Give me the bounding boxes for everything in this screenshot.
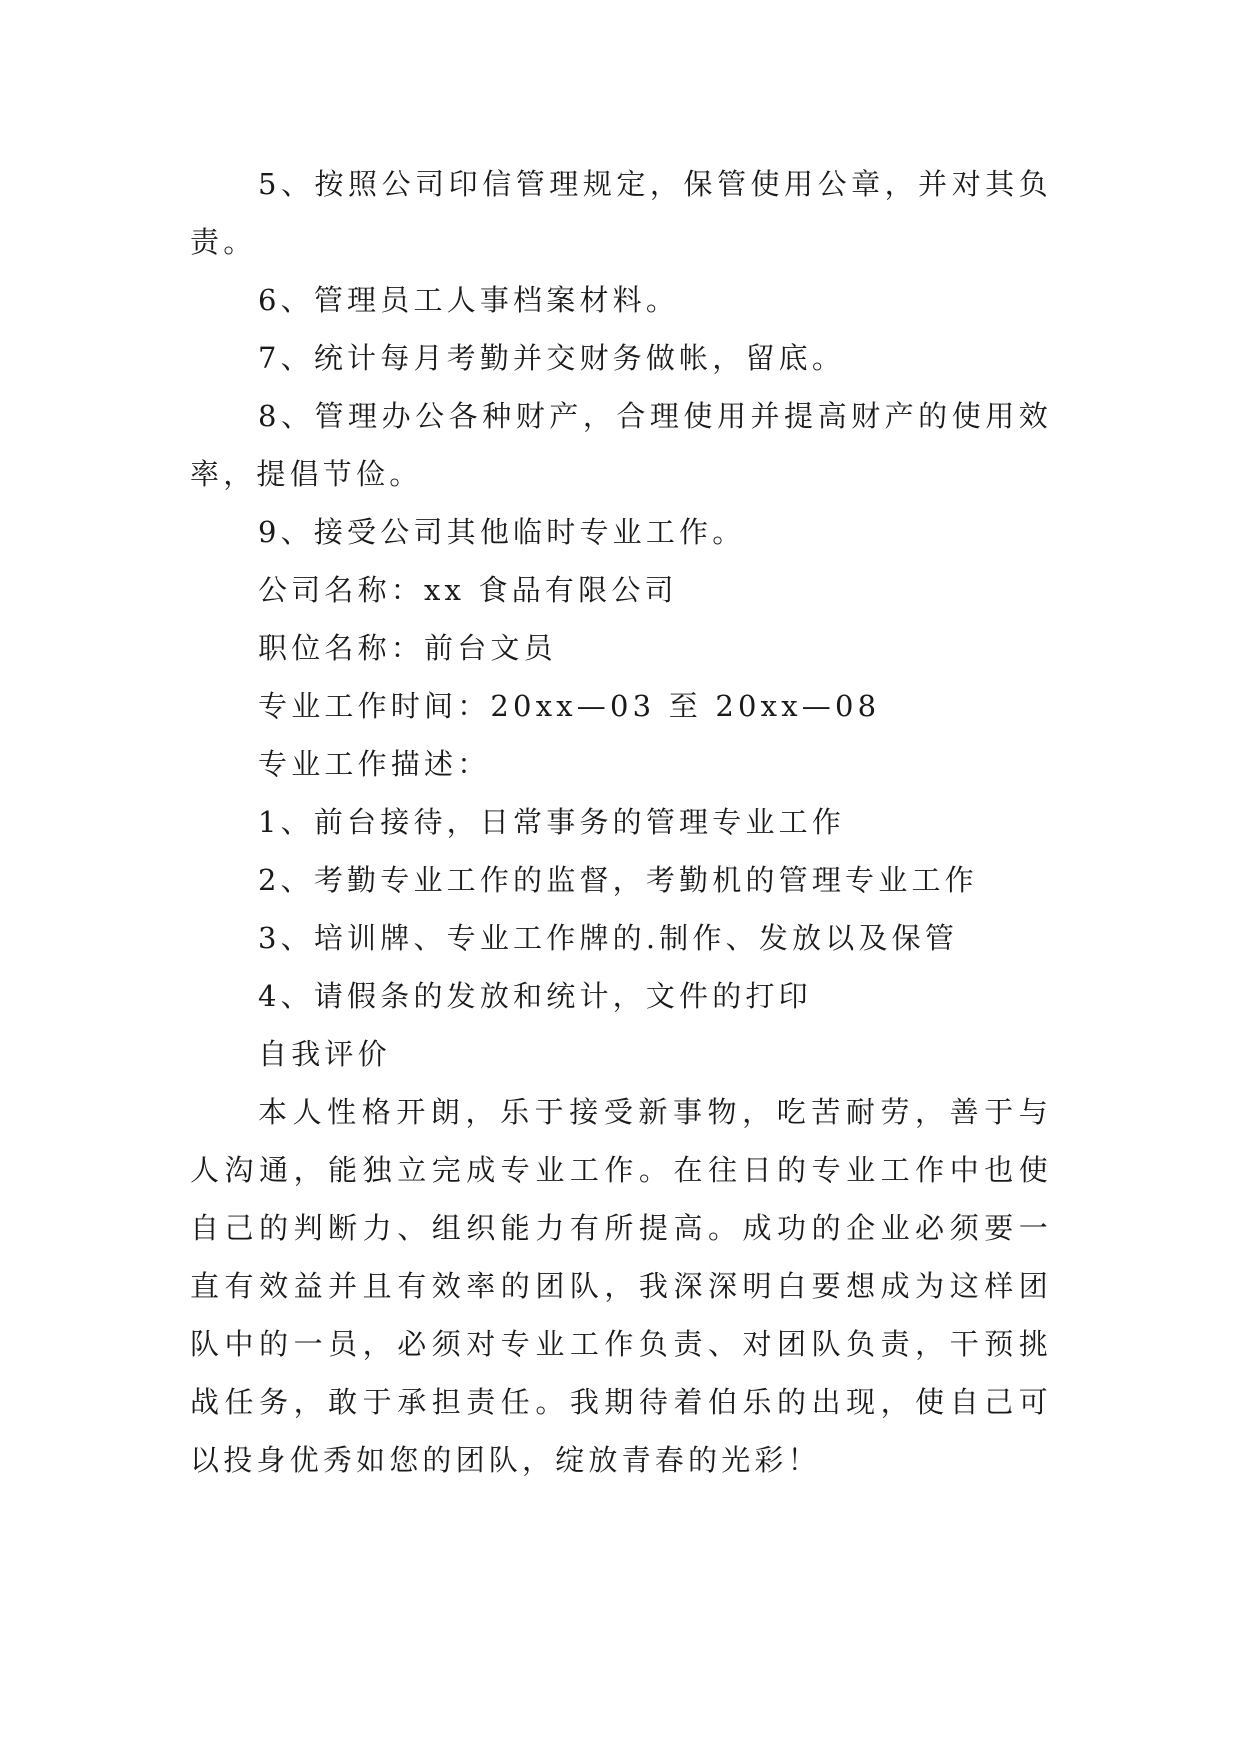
work-period-line: 专业工作时间：20xx—03 至 20xx—08 xyxy=(258,689,881,723)
duty-item-7: 7、统计每月考勤并交财务做帐，留底。 xyxy=(258,341,846,375)
description-item-2: 2、考勤专业工作的监督，考勤机的管理专业工作 xyxy=(258,863,978,897)
self-evaluation-heading: 自我评价 xyxy=(258,1037,391,1071)
work-description-heading: 专业工作描述： xyxy=(258,747,491,781)
document-page xyxy=(190,155,1052,1489)
duty-item-5: 5、按照公司印信管理规定，保管使用公章，并对其负责。 xyxy=(190,167,1052,259)
duty-item-8: 8、管理办公各种财产，合理使用并提高财产的使用效率，提倡节俭。 xyxy=(190,399,1052,491)
self-evaluation-body: 本人性格开朗，乐于接受新事物，吃苦耐劳，善于与人沟通，能独立完成专业工作。在往日的专业工作中也使自己的判断力、组织能力有所提高。成功的企业必须要一直有效益并且有效率的团队，我深深明白要想成为这样团队中的一员，必须对专业工作负责、对团队负责，干预挑战任务，敢于承担责任。我期待着伯乐的出现，使自己可以投身优秀如您的团队，绽放青春的光彩！ xyxy=(190,1095,1052,1477)
company-name-line: 公司名称：xx 食品有限公司 xyxy=(258,573,678,607)
description-item-4: 4、请假条的发放和统计，文件的打印 xyxy=(258,979,812,1013)
duty-item-6: 6、管理员工人事档案材料。 xyxy=(258,283,680,317)
description-item-1: 1、前台接待，日常事务的管理专业工作 xyxy=(258,805,846,839)
duty-item-9: 9、接受公司其他临时专业工作。 xyxy=(258,515,746,549)
position-name-line: 职位名称：前台文员 xyxy=(258,631,557,665)
description-item-3: 3、培训牌、专业工作牌的.制作、发放以及保管 xyxy=(258,921,959,955)
